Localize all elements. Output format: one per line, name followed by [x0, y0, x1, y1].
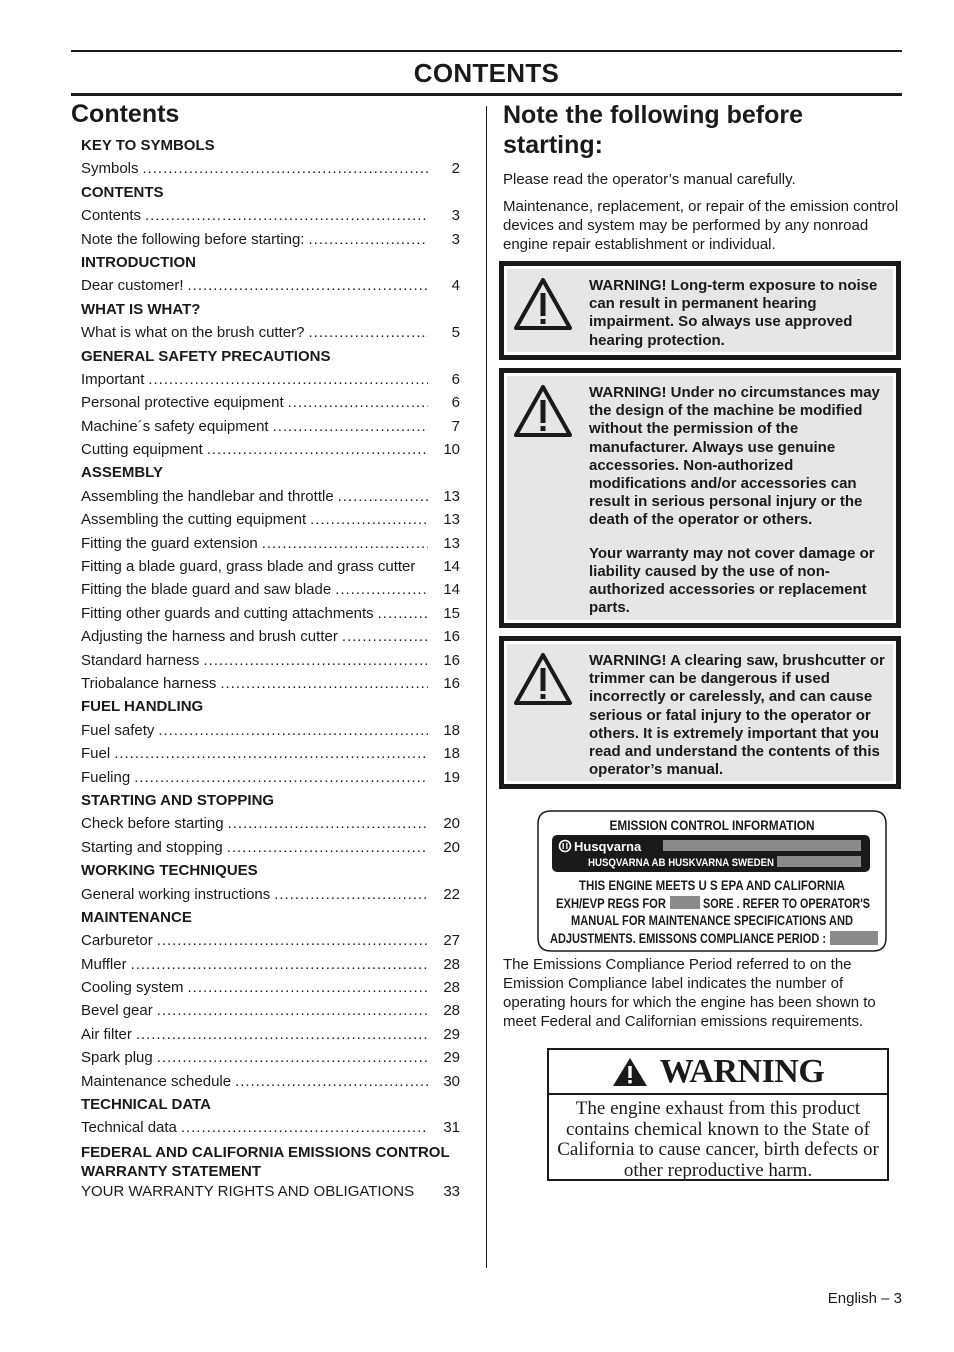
toc-entry[interactable] — [81, 415, 460, 438]
toc-page-number: 13 — [443, 534, 460, 552]
warning-sign-header — [549, 1050, 887, 1095]
toc-entry-title: Maintenance schedule — [81, 1072, 232, 1090]
toc-entry-title: Fitting the guard extension — [81, 534, 258, 552]
toc-entry-title: General working instructions — [81, 885, 271, 903]
toc-entry-title: Assembling the handlebar and throttle — [81, 487, 334, 505]
toc-section-heading: INTRODUCTION — [81, 253, 196, 271]
warning-triangle-icon — [513, 384, 573, 438]
warning-word: WARNING — [659, 1052, 825, 1090]
toc-section-heading: STARTING AND STOPPING — [81, 791, 275, 809]
toc-entry-title: Standard harness — [81, 651, 200, 669]
toc-page-number: 28 — [443, 955, 460, 973]
page-header-title: CONTENTS — [413, 58, 560, 88]
toc-page-number: 13 — [443, 487, 460, 505]
toc-entry-title: Note the following before starting: — [81, 230, 305, 248]
toc-page-number: 18 — [443, 721, 460, 739]
toc-page-number: 18 — [443, 745, 460, 763]
toc-entry-title: Starting and stopping — [81, 838, 223, 856]
toc-dot-leader — [288, 391, 428, 414]
toc-section-heading: TECHNICAL DATA — [81, 1096, 211, 1114]
toc-entry-title: Cutting equipment — [81, 441, 203, 459]
toc-dot-leader — [114, 742, 428, 765]
toc-entry[interactable] — [81, 204, 460, 227]
toc-dot-leader — [308, 228, 428, 251]
label-line4: ADJUSTMENTS. EMISSONS COMPLIANCE PERIOD : — [550, 931, 826, 946]
toc-dot-leader — [203, 649, 428, 672]
toc-page-number: 4 — [451, 277, 460, 295]
toc-page-number: 19 — [443, 768, 460, 786]
toc-dot-leader — [342, 625, 428, 648]
toc-page-number: 27 — [443, 932, 460, 950]
toc-dot-leader — [207, 438, 428, 461]
toc-entry[interactable] — [81, 391, 460, 414]
toc-page-number: 14 — [443, 558, 460, 576]
toc-dot-leader — [235, 1070, 428, 1093]
toc-entry-title: Bevel gear — [81, 1002, 153, 1020]
page-footer: English – 3 — [827, 1290, 902, 1307]
toc-entry[interactable] — [81, 672, 460, 695]
toc-dot-leader — [157, 929, 428, 952]
toc-page-number: 6 — [451, 394, 460, 412]
toc-page-number: 13 — [443, 511, 460, 529]
california-warning-sign — [547, 1048, 889, 1181]
warning-text-clearing-saw: WARNING! A clearing saw, brushcutter or trimmer can be dangerous if used incorrectly or carelessly, and can cause serious or fatal injury to the operator or others. It is extremely important that you read and understand the contents of this operator’s manual. — [589, 652, 885, 779]
toc-dot-leader — [310, 508, 428, 531]
toc-page-number: 16 — [443, 674, 460, 692]
toc-entry[interactable] — [81, 578, 460, 601]
toc-entry[interactable] — [81, 976, 460, 999]
toc-dot-leader — [157, 999, 428, 1022]
warning-sign-text: The engine exhaust from this product contains chemical known to the State of California to cause cancer, birth defects or other reproductive harm. — [557, 1098, 879, 1181]
label-company: HUSQVARNA AB HUSKVARNA SWEDEN — [588, 857, 775, 869]
toc-dot-leader — [181, 1116, 428, 1139]
label-brand: Husqvarna — [574, 839, 642, 854]
label-line2b: SORE . REFER TO OPERATOR'S — [703, 896, 870, 911]
toc-dot-leader — [158, 719, 428, 742]
toc-entry-title: Adjusting the harness and brush cutter — [81, 628, 338, 646]
toc-entry[interactable] — [81, 836, 460, 859]
toc-entry-title: Assembling the cutting equipment — [81, 511, 307, 529]
toc-section-heading: KEY TO SYMBOLS — [81, 137, 215, 154]
toc-entry-title: Check before starting — [81, 815, 224, 833]
note-section — [503, 100, 903, 254]
toc-dot-leader — [220, 672, 428, 695]
toc-page-number: 30 — [443, 1072, 460, 1090]
toc-dot-leader — [228, 812, 428, 835]
toc-entry[interactable] — [81, 508, 460, 531]
toc-entry[interactable] — [81, 625, 460, 648]
toc-dot-leader — [273, 415, 428, 438]
label-title: EMISSION CONTROL INFORMATION — [609, 818, 815, 833]
warning-box-clearing-saw — [499, 636, 901, 789]
toc-entry[interactable] — [81, 532, 460, 555]
toc-dot-leader — [274, 883, 428, 906]
warning-triangle-icon — [513, 652, 573, 706]
toc-entry[interactable] — [81, 742, 460, 765]
toc-entry[interactable] — [81, 485, 460, 508]
toc-entry[interactable] — [81, 321, 460, 344]
toc-page-number: 16 — [443, 628, 460, 646]
toc-section-heading: MAINTENANCE — [81, 908, 192, 926]
toc-section-heading: GENERAL SAFETY PRECAUTIONS — [81, 347, 331, 365]
toc-section-heading: FUEL HANDLING — [81, 698, 204, 716]
toc-page-number: 3 — [451, 207, 460, 225]
table-of-contents — [81, 134, 460, 1203]
label-line2a: EXH/EVP REGS FOR — [556, 896, 667, 911]
toc-page-number: 10 — [443, 441, 460, 459]
toc-entry[interactable] — [81, 1023, 460, 1046]
toc-entry-title: Machine´s safety equipment — [81, 417, 269, 435]
toc-entry[interactable] — [81, 438, 460, 461]
toc-entry-title: Cooling system — [81, 979, 184, 997]
toc-page-number: 29 — [443, 1025, 460, 1043]
toc-entry[interactable] — [81, 1046, 460, 1069]
toc-entry[interactable] — [81, 812, 460, 835]
toc-entry-title: Fuel safety — [81, 721, 155, 739]
note-para-read-manual: Please read the operator’s manual carefully. — [503, 171, 796, 188]
toc-page-number: 31 — [443, 1119, 460, 1137]
toc-dot-leader — [262, 532, 428, 555]
toc-section-heading: CONTENTS — [81, 183, 164, 201]
toc-page-number: 29 — [443, 1049, 460, 1067]
toc-page-number: 5 — [451, 324, 460, 342]
toc-page-number: 22 — [443, 885, 460, 903]
toc-entry-title: Fueling — [81, 768, 131, 786]
toc-dot-leader — [335, 578, 428, 601]
toc-entry-title: Fitting the blade guard and saw blade — [81, 581, 332, 599]
toc-entry[interactable] — [81, 1180, 460, 1203]
note-para-emission-repair: Maintenance, replacement, or repair of the emission control devices and system may be performed by any nonroad engine repair establishment or individual. — [503, 198, 899, 253]
toc-entry[interactable] — [81, 649, 460, 672]
toc-entry[interactable] — [81, 719, 460, 742]
toc-page-number: 2 — [451, 160, 460, 178]
toc-dot-leader — [145, 204, 428, 227]
toc-dot-leader — [308, 321, 428, 344]
warning-triangle-icon — [513, 277, 573, 331]
toc-entry-title: Air filter — [81, 1025, 132, 1043]
toc-page-number: 16 — [443, 651, 460, 669]
toc-entry[interactable] — [81, 766, 460, 789]
warning-text-modification: WARNING! Under no circumstances may the design of the machine be modified without the permission of the manufacturer. Always use genuine accessories. Non-authorized modifications and/or accessories can result in serious personal injury or the death of the operator or others. Your warranty may not cover damage or liability caused by the use of non-authorized accessories or replacement parts. — [589, 384, 887, 617]
label-line3: MANUAL FOR MAINTENANCE SPECIFICATIONS AND — [571, 913, 854, 928]
label-line1: THIS ENGINE MEETS U S EPA AND CALIFORNIA — [579, 878, 846, 893]
toc-entry-title: Symbols — [81, 160, 139, 178]
toc-page-number: 28 — [443, 1002, 460, 1020]
toc-entry-title: Fitting other guards and cutting attachments — [81, 604, 374, 622]
toc-dot-leader — [143, 157, 428, 180]
toc-entry-title: Personal protective equipment — [81, 394, 284, 412]
toc-entry-title: Technical data — [81, 1119, 177, 1137]
toc-dot-leader — [378, 602, 428, 625]
toc-heading: Contents — [71, 100, 180, 128]
column-divider — [486, 106, 487, 1268]
toc-entry-title: Spark plug — [81, 1049, 153, 1067]
toc-dot-leader — [338, 485, 428, 508]
toc-section-heading: WHAT IS WHAT? — [81, 300, 201, 318]
top-rule — [71, 50, 902, 52]
toc-section-heading: WORKING TECHNIQUES — [81, 862, 258, 880]
toc-entry[interactable] — [81, 929, 460, 952]
toc-page-number: 6 — [451, 370, 460, 388]
toc-entry-title: Carburetor — [81, 932, 153, 950]
toc-entry[interactable] — [81, 157, 460, 180]
toc-entry[interactable] — [81, 883, 460, 906]
toc-entry[interactable] — [81, 368, 460, 391]
warning-box-modification — [499, 368, 901, 628]
toc-entry[interactable] — [81, 1070, 460, 1093]
toc-page-number: 33 — [443, 1182, 460, 1200]
label-blank-field — [830, 931, 878, 945]
toc-dot-leader — [148, 368, 428, 391]
note-heading: Note the following before starting: — [503, 101, 803, 159]
toc-section-heading: FEDERAL AND CALIFORNIA EMISSIONS CONTROL WARRANTY STATEMENT — [81, 1143, 450, 1180]
toc-entry[interactable] — [81, 1116, 460, 1139]
toc-dot-leader — [227, 836, 428, 859]
toc-entry[interactable] — [81, 274, 460, 297]
toc-entry[interactable] — [81, 602, 460, 625]
toc-entry-title: Triobalance harness — [81, 674, 217, 692]
warning-triangle-icon — [612, 1057, 648, 1087]
toc-entry-title: Dear customer! — [81, 277, 184, 295]
emission-control-label — [537, 810, 887, 952]
toc-dot-leader — [136, 1023, 428, 1046]
toc-page-number: 15 — [443, 604, 460, 622]
emission-compliance-paragraph: The Emissions Compliance Period referred to on the Emission Compliance label indicates the number of operating hours for which the engine has been shown to meet Federal and Californian emissions requirements. — [503, 956, 876, 1030]
toc-page-number: 20 — [443, 838, 460, 856]
toc-dot-leader — [131, 953, 428, 976]
warning-box-noise — [499, 261, 901, 360]
header-rule — [71, 93, 902, 96]
toc-entry-title: What is what on the brush cutter? — [81, 324, 305, 342]
toc-dot-leader — [188, 976, 428, 999]
warning-text-noise: WARNING! Long-term exposure to noise can result in permanent hearing impairment. So always use approved hearing protection. — [589, 277, 878, 349]
toc-page-number: 14 — [443, 581, 460, 599]
toc-entry-title: Contents — [81, 207, 142, 225]
toc-entry[interactable] — [81, 555, 460, 578]
toc-dot-leader — [157, 1046, 428, 1069]
toc-page-number: 28 — [443, 979, 460, 997]
toc-page-number: 3 — [451, 230, 460, 248]
toc-dot-leader — [188, 274, 428, 297]
label-blank-field — [670, 896, 700, 909]
toc-section-heading: ASSEMBLY — [81, 464, 163, 482]
toc-entry-title: Muffler — [81, 955, 127, 973]
toc-entry-title: Fitting a blade guard, grass blade and grass cutter — [81, 558, 416, 576]
toc-page-number: 20 — [443, 815, 460, 833]
toc-entry-title: Fuel — [81, 745, 111, 763]
toc-entry[interactable] — [81, 228, 460, 251]
warning-text-warranty: Your warranty may not cover damage or liability caused by the use of non-authorized accessories or replacement parts. — [589, 544, 875, 617]
toc-entry[interactable] — [81, 999, 460, 1022]
toc-entry[interactable] — [81, 953, 460, 976]
toc-entry-title: Important — [81, 370, 145, 388]
toc-dot-leader — [134, 766, 428, 789]
toc-page-number: 7 — [451, 417, 460, 435]
toc-entry-title: YOUR WARRANTY RIGHTS AND OBLIGATIONS — [81, 1182, 415, 1200]
